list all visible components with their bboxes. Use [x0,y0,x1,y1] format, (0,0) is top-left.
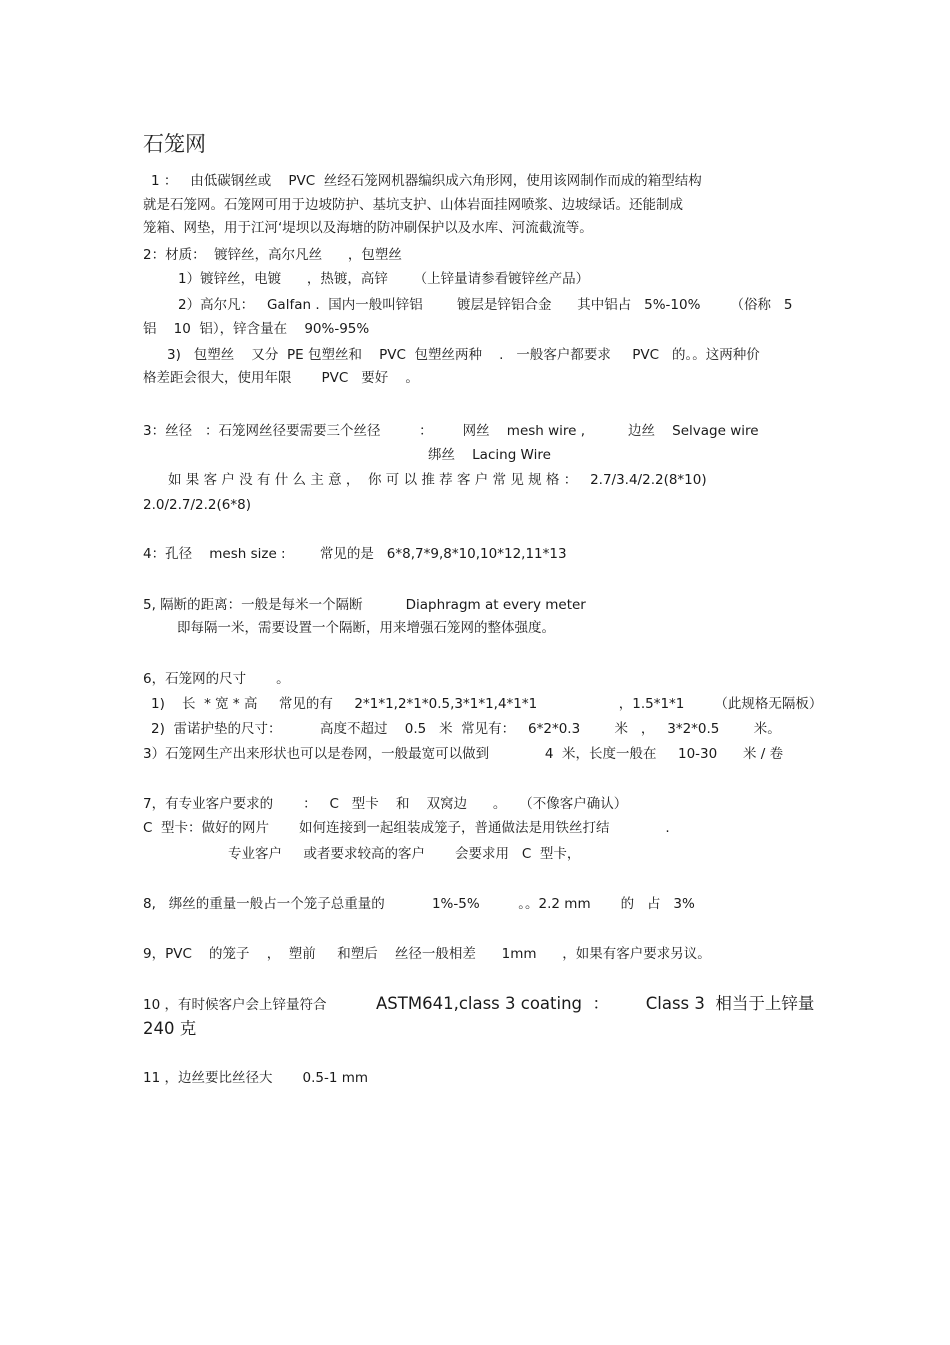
line-5-b: 即每隔一米，需要设置一个隔断，用来增强石笼网的整体强度。 [177,620,555,636]
line-3-recommend: 如 果 客 户 没 有 什 么 主 意 ， 你 可 以 推 荐 客 户 常 见 规 格 ： 2.7/3.4/2.2(8*10) [168,472,707,488]
line-7: 7，有专业客户要求的 ： C 型卡 和 双窝边 。 （不像客户确认） [143,796,628,812]
line-6-3: 3）石笼网生产出来形状也可以是卷网，一般最宽可以做到 4 米，长度一般在 10-30 米 / 卷 [143,746,784,762]
line-1-2: 就是石笼网。石笼网可用于边坡防护、基坑支护、山体岩面挂网喷浆、边坡绿话。还能制成 [143,197,683,213]
line-10-b: 240 克 [143,1019,197,1038]
line-10: 10 ，有时候客户会上锌量符合 [143,997,327,1013]
line-1-3: 笼箱、网垫，用于江河‘堤坝以及海塘的防冲刷保护以及水库、河流截流等。 [143,220,593,236]
line-6-1: 1) 长 * 宽 * 高 常见的有 2*1*1,2*1*0.5,3*1*1,4*1*1 ，1.5*1*1 （此规格无隔板） [151,696,823,712]
line-6: 6，石笼网的尺寸 。 [143,671,290,687]
line-7-c: 专业客户 或者要求较高的客户 会要求用 C 型卡， [228,846,581,862]
line-11: 11 ，边丝要比丝径大 0.5-1 mm [143,1070,369,1086]
page-title: 石笼网 [143,132,206,156]
line-6-2: 2) 雷诺护垫的尺寸： 高度不超过 0.5 米 常见有： 6*2*0.3 米 ， 3*2*0.5 米。 [151,721,781,737]
line-5: 5, 隔断的距离：一般是每米一个隔断 Diaphragm at every meter [143,597,586,613]
line-2-1: 1）镀锌丝，电镀 ，热镀，高锌 （上锌量请参看镀锌丝产品） [178,271,590,287]
line-2-2: 2）高尔凡： Galfan . 国内一般叫锌铝 镀层是锌铝合金 其中铝占 5%-10% （俗称 5 [178,297,793,313]
line-2-3b: 格差距会很大，使用年限 PVC 要好 。 [143,370,419,386]
line-2: 2：材质： 镀锌丝，高尔凡丝 ，包塑丝 [143,247,402,263]
line-2-2b: 铝 10 铝），锌含量在 90%-95% [143,321,370,337]
line-8: 8, 绑丝的重量一般占一个笼子总重量的 1%-5% 。。2.2 mm 的 占 3% [143,896,695,912]
line-2-3: 3) 包塑丝 又分 PE 包塑丝和 PVC 包塑丝两种 . 一般客户都要求 PVC 的。。这两种价 [167,347,760,363]
line-3-recommend-b: 2.0/2.7/2.2(6*8) [143,497,251,513]
line-9: 9，PVC 的笼子 ， 塑前 和塑后 丝径一般相差 1mm ，如果有客户要求另议。 [143,946,711,962]
line-4: 4：孔径 mesh size : 常见的是 6*8,7*9,8*10,10*12,11*13 [143,546,567,562]
line-10-astm: ASTM641,class 3 coating ： Class 3 相当于上锌量 [376,994,815,1013]
line-1-1: 1 ： 由低碳钢丝或 PVC 丝经石笼网机器编织成六角形网，使用该网制作而成的箱型结构 [151,173,702,189]
line-3: 3：丝径 ：石笼网丝径要需要三个丝径 ： 网丝 mesh wire , 边丝 Selvage wire [143,423,759,439]
line-7-b: C 型卡：做好的网片 如何连接到一起组装成笼子，普通做法是用铁丝打结 . [143,820,670,836]
line-3-lacing: 绑丝 Lacing Wire [428,447,551,463]
